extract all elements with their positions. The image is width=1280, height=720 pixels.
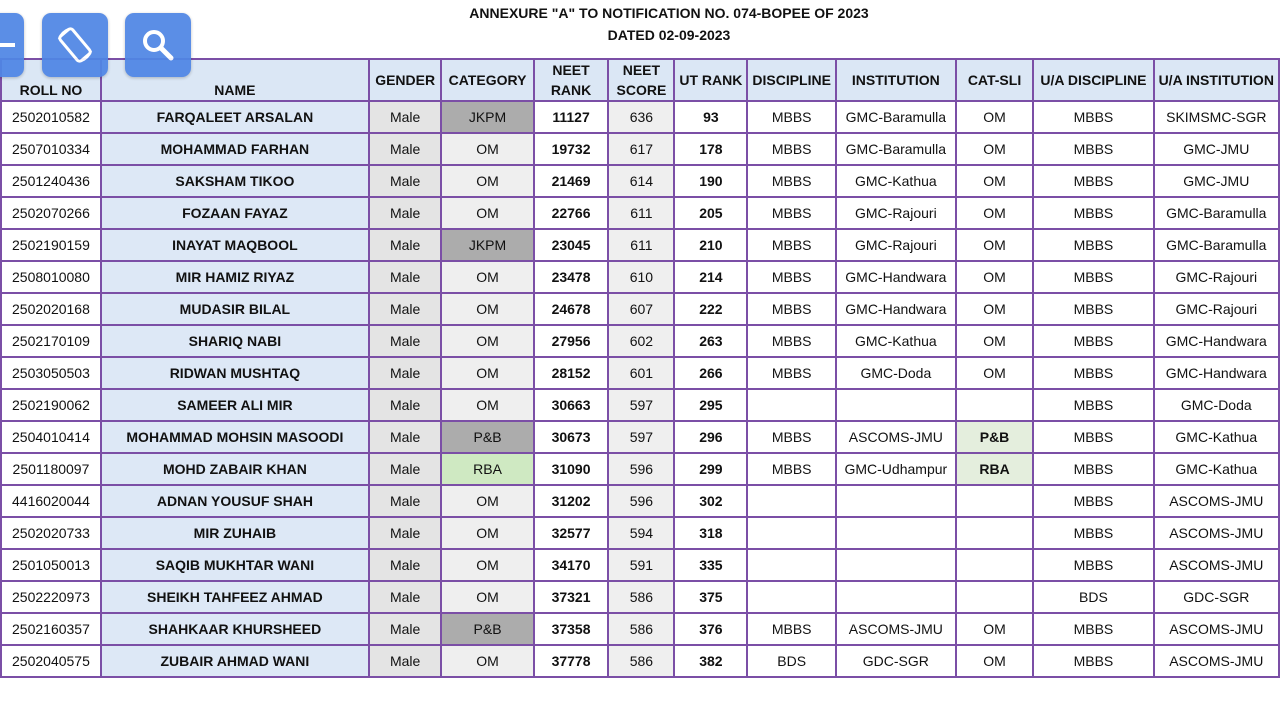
ua-discipline-cell: MBBS	[1033, 261, 1153, 293]
neet-score-cell: 610	[608, 261, 674, 293]
ua-institution-cell: GMC-Baramulla	[1154, 229, 1279, 261]
discipline-cell: MBBS	[747, 325, 836, 357]
discipline-cell: MBBS	[747, 165, 836, 197]
col-ut-rank: UT RANK	[674, 59, 747, 101]
gender-cell: Male	[369, 549, 442, 581]
neet-score-cell: 601	[608, 357, 674, 389]
gender-cell: Male	[369, 165, 442, 197]
neet-rank-cell: 28152	[534, 357, 609, 389]
ut-rank-cell: 382	[674, 645, 747, 677]
neet-rank-cell: 23478	[534, 261, 609, 293]
name-cell: SHARIQ NABI	[101, 325, 369, 357]
table-row	[1, 613, 1279, 645]
neet-rank-cell: 30663	[534, 389, 609, 421]
institution-cell: GDC-SGR	[836, 645, 956, 677]
ua-discipline-cell: MBBS	[1033, 645, 1153, 677]
name-cell: FARQALEET ARSALAN	[101, 101, 369, 133]
category-cell: OM	[441, 293, 533, 325]
neet-rank-cell: 31202	[534, 485, 609, 517]
ua-discipline-cell: MBBS	[1033, 229, 1153, 261]
ua-institution-cell: ASCOMS-JMU	[1154, 613, 1279, 645]
ut-rank-cell: 299	[674, 453, 747, 485]
ut-rank-cell: 214	[674, 261, 747, 293]
neet-score-cell: 596	[608, 453, 674, 485]
search-icon	[139, 26, 177, 64]
discipline-cell: MBBS	[747, 261, 836, 293]
category-cell: OM	[441, 165, 533, 197]
ua-institution-cell: ASCOMS-JMU	[1154, 485, 1279, 517]
gender-cell: Male	[369, 293, 442, 325]
ua-discipline-cell: MBBS	[1033, 133, 1153, 165]
document-title: ANNEXURE "A" TO NOTIFICATION NO. 074-BOPEE OF 2023	[469, 5, 869, 21]
name-cell: SAKSHAM TIKOO	[101, 165, 369, 197]
discipline-cell	[747, 517, 836, 549]
roll-no-cell: 2502020168	[1, 293, 101, 325]
roll-no-cell: 2502190062	[1, 389, 101, 421]
table-row	[1, 581, 1279, 613]
cat-sli-cell: P&B	[956, 421, 1034, 453]
rotate-screen-button[interactable]	[42, 13, 108, 77]
table-header-row	[1, 59, 1279, 101]
institution-cell	[836, 549, 956, 581]
institution-cell: GMC-Kathua	[836, 165, 956, 197]
cat-sli-cell: OM	[956, 293, 1034, 325]
ua-discipline-cell: MBBS	[1033, 549, 1153, 581]
minus-icon	[0, 30, 19, 60]
col-gender: GENDER	[369, 59, 442, 101]
gender-cell: Male	[369, 197, 442, 229]
ua-discipline-cell: MBBS	[1033, 101, 1153, 133]
table-row	[1, 261, 1279, 293]
table-row	[1, 357, 1279, 389]
roll-no-cell: 2502220973	[1, 581, 101, 613]
ua-institution-cell: GMC-Handwara	[1154, 357, 1279, 389]
cat-sli-cell: OM	[956, 229, 1034, 261]
neet-score-cell: 611	[608, 229, 674, 261]
table-row	[1, 485, 1279, 517]
roll-no-cell: 2504010414	[1, 421, 101, 453]
institution-cell: ASCOMS-JMU	[836, 613, 956, 645]
ua-institution-cell: GMC-Baramulla	[1154, 197, 1279, 229]
ua-institution-cell: GMC-Handwara	[1154, 325, 1279, 357]
neet-rank-cell: 32577	[534, 517, 609, 549]
discipline-cell: MBBS	[747, 357, 836, 389]
discipline-cell: MBBS	[747, 421, 836, 453]
category-cell: OM	[441, 357, 533, 389]
gender-cell: Male	[369, 645, 442, 677]
neet-score-cell: 607	[608, 293, 674, 325]
institution-cell: ASCOMS-JMU	[836, 421, 956, 453]
neet-rank-cell: 37321	[534, 581, 609, 613]
col-institution: INSTITUTION	[836, 59, 956, 101]
name-cell: ZUBAIR AHMAD WANI	[101, 645, 369, 677]
institution-cell: GMC-Baramulla	[836, 133, 956, 165]
ua-discipline-cell: MBBS	[1033, 389, 1153, 421]
institution-cell: GMC-Handwara	[836, 261, 956, 293]
col-discipline: DISCIPLINE	[747, 59, 836, 101]
neet-score-cell: 611	[608, 197, 674, 229]
ut-rank-cell: 263	[674, 325, 747, 357]
cat-sli-cell	[956, 389, 1034, 421]
cat-sli-cell	[956, 549, 1034, 581]
ut-rank-cell: 335	[674, 549, 747, 581]
discipline-cell: MBBS	[747, 229, 836, 261]
cat-sli-cell	[956, 485, 1034, 517]
table-row	[1, 165, 1279, 197]
gender-cell: Male	[369, 581, 442, 613]
cat-sli-cell: OM	[956, 261, 1034, 293]
category-cell: OM	[441, 517, 533, 549]
category-cell: OM	[441, 549, 533, 581]
ua-institution-cell: GMC-Rajouri	[1154, 261, 1279, 293]
name-cell: SHAHKAAR KHURSHEED	[101, 613, 369, 645]
discipline-cell: MBBS	[747, 133, 836, 165]
category-cell: OM	[441, 325, 533, 357]
neet-rank-cell: 21469	[534, 165, 609, 197]
ua-institution-cell: GMC-JMU	[1154, 133, 1279, 165]
category-cell: OM	[441, 581, 533, 613]
ua-discipline-cell: MBBS	[1033, 293, 1153, 325]
institution-cell	[836, 485, 956, 517]
ua-institution-cell: GDC-SGR	[1154, 581, 1279, 613]
ut-rank-cell: 93	[674, 101, 747, 133]
col-ua-institution: U/A INSTITUTION	[1154, 59, 1279, 101]
gender-cell: Male	[369, 229, 442, 261]
category-cell: OM	[441, 389, 533, 421]
gender-cell: Male	[369, 389, 442, 421]
roll-no-cell: 2501180097	[1, 453, 101, 485]
institution-cell	[836, 389, 956, 421]
roll-no-cell: 2502010582	[1, 101, 101, 133]
ut-rank-cell: 266	[674, 357, 747, 389]
institution-cell: GMC-Handwara	[836, 293, 956, 325]
neet-rank-cell: 22766	[534, 197, 609, 229]
ua-institution-cell: ASCOMS-JMU	[1154, 517, 1279, 549]
cat-sli-cell	[956, 581, 1034, 613]
cat-sli-cell: OM	[956, 613, 1034, 645]
gender-cell: Male	[369, 485, 442, 517]
table-row	[1, 293, 1279, 325]
neet-score-cell: 597	[608, 421, 674, 453]
neet-rank-cell: 30673	[534, 421, 609, 453]
cat-sli-cell: OM	[956, 357, 1034, 389]
discipline-cell: MBBS	[747, 197, 836, 229]
table-row	[1, 229, 1279, 261]
roll-no-cell: 2502160357	[1, 613, 101, 645]
table-row	[1, 325, 1279, 357]
gender-cell: Male	[369, 357, 442, 389]
rotate-screen-icon	[53, 23, 97, 67]
category-cell: OM	[441, 645, 533, 677]
neet-rank-cell: 24678	[534, 293, 609, 325]
roll-no-cell: 2502040575	[1, 645, 101, 677]
neet-rank-cell: 23045	[534, 229, 609, 261]
neet-rank-cell: 37358	[534, 613, 609, 645]
roll-no-cell: 2502190159	[1, 229, 101, 261]
name-cell: RIDWAN MUSHTAQ	[101, 357, 369, 389]
gender-cell: Male	[369, 613, 442, 645]
ut-rank-cell: 210	[674, 229, 747, 261]
neet-score-cell: 602	[608, 325, 674, 357]
category-cell: JKPM	[441, 229, 533, 261]
results-table	[0, 58, 1280, 678]
cat-sli-cell: OM	[956, 133, 1034, 165]
table-row	[1, 101, 1279, 133]
gender-cell: Male	[369, 101, 442, 133]
ua-discipline-cell: MBBS	[1033, 517, 1153, 549]
col-category: CATEGORY	[441, 59, 533, 101]
ut-rank-cell: 205	[674, 197, 747, 229]
ua-discipline-cell: MBBS	[1033, 613, 1153, 645]
minus-button[interactable]	[0, 13, 24, 77]
neet-rank-cell: 31090	[534, 453, 609, 485]
ua-discipline-cell: MBBS	[1033, 453, 1153, 485]
ut-rank-cell: 222	[674, 293, 747, 325]
name-cell: MOHD ZABAIR KHAN	[101, 453, 369, 485]
name-cell: MOHAMMAD FARHAN	[101, 133, 369, 165]
roll-no-cell: 2508010080	[1, 261, 101, 293]
neet-score-cell: 591	[608, 549, 674, 581]
discipline-cell	[747, 549, 836, 581]
institution-cell: GMC-Rajouri	[836, 229, 956, 261]
category-cell: OM	[441, 133, 533, 165]
name-cell: SHEIKH TAHFEEZ AHMAD	[101, 581, 369, 613]
ua-discipline-cell: MBBS	[1033, 485, 1153, 517]
institution-cell: GMC-Baramulla	[836, 101, 956, 133]
cat-sli-cell: OM	[956, 101, 1034, 133]
neet-score-cell: 617	[608, 133, 674, 165]
roll-no-cell: 2502170109	[1, 325, 101, 357]
discipline-cell	[747, 485, 836, 517]
name-cell: MIR HAMIZ RIYAZ	[101, 261, 369, 293]
ut-rank-cell: 376	[674, 613, 747, 645]
ua-institution-cell: ASCOMS-JMU	[1154, 645, 1279, 677]
ua-discipline-cell: MBBS	[1033, 421, 1153, 453]
discipline-cell: MBBS	[747, 101, 836, 133]
institution-cell: GMC-Udhampur	[836, 453, 956, 485]
discipline-cell: MBBS	[747, 293, 836, 325]
cat-sli-cell: OM	[956, 325, 1034, 357]
table-row	[1, 549, 1279, 581]
ut-rank-cell: 295	[674, 389, 747, 421]
roll-no-cell: 2503050503	[1, 357, 101, 389]
table-row	[1, 389, 1279, 421]
col-neet-rank: NEET RANK	[534, 59, 609, 101]
document-date: DATED 02-09-2023	[607, 27, 731, 43]
col-neet-score: NEET SCORE	[608, 59, 674, 101]
ut-rank-cell: 190	[674, 165, 747, 197]
neet-rank-cell: 11127	[534, 101, 609, 133]
cat-sli-cell: OM	[956, 645, 1034, 677]
table-row	[1, 421, 1279, 453]
name-cell: MUDASIR BILAL	[101, 293, 369, 325]
table-row	[1, 517, 1279, 549]
ua-institution-cell: GMC-Kathua	[1154, 421, 1279, 453]
ua-institution-cell: SKIMSMC-SGR	[1154, 101, 1279, 133]
ut-rank-cell: 318	[674, 517, 747, 549]
table-row	[1, 133, 1279, 165]
col-name: NAME	[101, 59, 369, 101]
name-cell: SAQIB MUKHTAR WANI	[101, 549, 369, 581]
ua-institution-cell: GMC-JMU	[1154, 165, 1279, 197]
ua-discipline-cell: MBBS	[1033, 325, 1153, 357]
institution-cell	[836, 581, 956, 613]
roll-no-cell: 2501050013	[1, 549, 101, 581]
search-button[interactable]	[125, 13, 191, 77]
neet-score-cell: 636	[608, 101, 674, 133]
name-cell: FOZAAN FAYAZ	[101, 197, 369, 229]
neet-score-cell: 594	[608, 517, 674, 549]
discipline-cell	[747, 389, 836, 421]
discipline-cell: MBBS	[747, 453, 836, 485]
roll-no-cell: 2501240436	[1, 165, 101, 197]
name-cell: INAYAT MAQBOOL	[101, 229, 369, 261]
category-cell: OM	[441, 197, 533, 229]
category-cell: OM	[441, 485, 533, 517]
neet-score-cell: 597	[608, 389, 674, 421]
neet-score-cell: 586	[608, 645, 674, 677]
ua-discipline-cell: MBBS	[1033, 165, 1153, 197]
gender-cell: Male	[369, 325, 442, 357]
discipline-cell	[747, 581, 836, 613]
roll-no-cell: 4416020044	[1, 485, 101, 517]
table-row	[1, 453, 1279, 485]
gender-cell: Male	[369, 133, 442, 165]
gender-cell: Male	[369, 453, 442, 485]
ut-rank-cell: 178	[674, 133, 747, 165]
roll-no-cell: 2502020733	[1, 517, 101, 549]
neet-score-cell: 596	[608, 485, 674, 517]
neet-rank-cell: 19732	[534, 133, 609, 165]
category-cell: RBA	[441, 453, 533, 485]
cat-sli-cell: OM	[956, 165, 1034, 197]
category-cell: P&B	[441, 613, 533, 645]
neet-rank-cell: 37778	[534, 645, 609, 677]
name-cell: MIR ZUHAIB	[101, 517, 369, 549]
col-ua-discipline: U/A DISCIPLINE	[1033, 59, 1153, 101]
neet-rank-cell: 34170	[534, 549, 609, 581]
roll-no-cell: 2502070266	[1, 197, 101, 229]
ua-discipline-cell: MBBS	[1033, 357, 1153, 389]
table-row	[1, 645, 1279, 677]
category-cell: OM	[441, 261, 533, 293]
ua-institution-cell: GMC-Rajouri	[1154, 293, 1279, 325]
institution-cell: GMC-Rajouri	[836, 197, 956, 229]
cat-sli-cell	[956, 517, 1034, 549]
gender-cell: Male	[369, 421, 442, 453]
category-cell: P&B	[441, 421, 533, 453]
gender-cell: Male	[369, 261, 442, 293]
institution-cell: GMC-Doda	[836, 357, 956, 389]
col-roll-no: ROLL NO	[1, 59, 101, 101]
ua-discipline-cell: MBBS	[1033, 197, 1153, 229]
ua-institution-cell: GMC-Doda	[1154, 389, 1279, 421]
ut-rank-cell: 296	[674, 421, 747, 453]
discipline-cell: BDS	[747, 645, 836, 677]
name-cell: MOHAMMAD MOHSIN MASOODI	[101, 421, 369, 453]
institution-cell: GMC-Kathua	[836, 325, 956, 357]
ut-rank-cell: 375	[674, 581, 747, 613]
cat-sli-cell: RBA	[956, 453, 1034, 485]
neet-score-cell: 614	[608, 165, 674, 197]
roll-no-cell: 2507010334	[1, 133, 101, 165]
institution-cell	[836, 517, 956, 549]
category-cell: JKPM	[441, 101, 533, 133]
cat-sli-cell: OM	[956, 197, 1034, 229]
discipline-cell: MBBS	[747, 613, 836, 645]
ua-discipline-cell: BDS	[1033, 581, 1153, 613]
table-row	[1, 197, 1279, 229]
ut-rank-cell: 302	[674, 485, 747, 517]
ua-institution-cell: GMC-Kathua	[1154, 453, 1279, 485]
name-cell: SAMEER ALI MIR	[101, 389, 369, 421]
neet-score-cell: 586	[608, 613, 674, 645]
neet-score-cell: 586	[608, 581, 674, 613]
gender-cell: Male	[369, 517, 442, 549]
ua-institution-cell: ASCOMS-JMU	[1154, 549, 1279, 581]
col-cat-sli: CAT-SLI	[956, 59, 1034, 101]
name-cell: ADNAN YOUSUF SHAH	[101, 485, 369, 517]
neet-rank-cell: 27956	[534, 325, 609, 357]
